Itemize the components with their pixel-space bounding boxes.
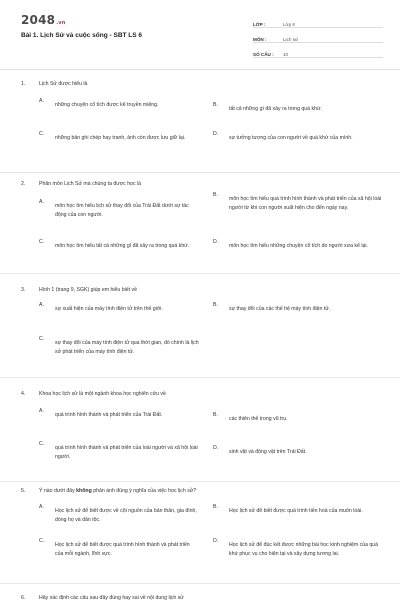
meta-value: Lớp 6 — [283, 22, 295, 27]
question-header — [0, 78, 400, 90]
option-text: quá trình hình thành và phát triển của Trái Đất. — [55, 412, 163, 418]
option-text: Học lịch sử để biết được về cội nguồn của bản thân, gia đình, dòng họ và dân tộc. — [55, 508, 197, 523]
question-1: 1. Lịch Sử được hiểu là A. những chuyện cổ tích được kể truyền miệng. B. tất cả những gì đã xảy ra trong quá khứ. C. những bản ghi chép hay tranh, ảnh còn được lưu giữ lại. D. sự tưởng tượng của con người về quá khứ của mình. — [0, 78, 400, 178]
question-3: 3. Hình 1 (trang 9, SGK) giúp em hiểu biết về A. sự xuất hiện của máy tính điện tử trên thế giới. B. sự thay đổi của các thế hệ máy tính điện tử. C. sự thay đổi của máy tính điện tử qua thời gian, đó chính là lịch sử phát triển của máy tính điện tử. — [0, 284, 400, 392]
option-text: tất cả những gì đã xảy ra trong quá khứ. — [229, 106, 322, 112]
question-separator — [0, 377, 400, 378]
question-separator — [0, 172, 400, 173]
question-header — [0, 485, 400, 497]
question-number: 3. — [21, 287, 26, 293]
question-text-part: phản ánh đúng ý nghĩa của việc học lịch sử? — [93, 488, 197, 494]
question-5: 5. Ý nào dưới đây không phản ánh đúng ý nghĩa của việc học lịch sử? A. Học lịch sử để biết được về cội nguồn của bản thân, gia đình, dòng họ và dân tộc. B. Học lịch sử để biết được quá trình tiến hoá của muôn loài. C. Học lịch sử để biết được quá trình hình thành và phát triển của mỗi ngành, lĩnh vực. D. Học lịch sử để đúc kết được những bài học kinh nghiệm của quá khứ phục vụ cho hiện tại và xây dựng tương lai. — [0, 485, 400, 585]
option-text: những bản ghi chép hay tranh, ảnh còn được lưu giữ lại. — [55, 135, 186, 141]
question-text-part: Ý nào dưới đây — [39, 488, 75, 494]
question-number: 1. — [21, 81, 26, 87]
question-header — [0, 178, 400, 190]
question-text: Khoa học lịch sử là một ngành khoa học nghiên cứu về — [39, 391, 166, 397]
header-divider — [0, 69, 400, 70]
option-text: những chuyện cổ tích được kể truyền miệng. — [55, 102, 159, 108]
site-logo[interactable] — [21, 13, 66, 27]
question-separator — [0, 273, 400, 274]
meta-row-count — [253, 43, 383, 58]
logo-suffix: .vn — [56, 20, 66, 26]
option-text: môn học tìm hiểu những chuyện cổ tích do người xưa kể lại. — [229, 243, 368, 249]
question-text: Hình 1 (trang 9, SGK) giúp em hiểu biết về — [39, 287, 138, 293]
question-header — [0, 284, 400, 296]
question-header — [0, 592, 400, 600]
question-number: 2. — [21, 181, 26, 187]
question-number: 4. — [21, 391, 26, 397]
worksheet-header — [0, 0, 400, 62]
option-text: môn học tìm hiểu tất cả những gì đã xảy ra trong quá khứ. — [55, 243, 190, 249]
option-text: Học lịch sử để biết được quá trình tiến hoá của muôn loài. — [229, 508, 363, 514]
page-title: Bài 1. Lịch Sử và cuộc sống - SBT LS 6 — [21, 32, 143, 39]
question-number: 5. — [21, 488, 26, 494]
question-emphasis: không — [76, 488, 92, 494]
option-text: sinh vật và động vật trên Trái Đất. — [229, 449, 307, 455]
question-4: 4. Khoa học lịch sử là một ngành khoa học nghiên cứu về A. quá trình hình thành và phát triển của Trái Đất. B. các thiên thể trong vũ trụ. C. quá trình hình thành và phát triển của loài người và xã hội loài người. D. sinh vật và động vật trên Trái Đất. — [0, 388, 400, 484]
meta-key: LỚP : — [253, 22, 266, 27]
question-text: Lịch Sử được hiểu là — [39, 81, 88, 87]
question-number: 6. — [21, 595, 26, 600]
question-2: 2. Phân môn Lịch Sử mà chúng ta được học là A. môn học tìm hiểu lịch sử thay đổi của Trái Đất dưới sự tác động của con người. B. môn học tìm hiểu quá trình hình thành và phát triển của xã hội loài người từ khi con người xuất hiện cho đến ngày nay. C. môn học tìm hiểu tất cả những gì đã xảy ra trong quá khứ. D. môn học tìm hiểu những chuyện cổ tích do người xưa kể lại. — [0, 178, 400, 310]
option-text: sự xuất hiện của máy tính điện tử trên thế giới. — [55, 306, 163, 312]
question-separator — [0, 481, 400, 482]
question-text — [39, 488, 380, 494]
option-text: sự thay đổi của máy tính điện tử qua thời gian, đó chính là lịch sử phát triển của máy tính điện tử. — [55, 340, 199, 355]
question-header — [0, 388, 400, 400]
meta-row-class — [253, 13, 383, 28]
question-text: Phân môn Lịch Sử mà chúng ta được học là — [39, 181, 142, 187]
meta-value: 10 — [283, 52, 289, 57]
option-text: quá trình hình thành và phát triển của loài người và xã hội loài người. — [55, 445, 198, 460]
logo-text: 2048 — [21, 13, 56, 27]
question-text: Hãy xác định các câu sau đây đúng hay sai về nội dung lịch sử — [39, 595, 184, 600]
meta-key: MÔN : — [253, 37, 267, 42]
question-6 — [0, 592, 400, 600]
meta-value: Lịch sử — [283, 37, 299, 42]
option-text: các thiên thể trong vũ trụ. — [229, 416, 288, 422]
meta-key: SỐ CÂU : — [253, 52, 274, 57]
question-separator — [0, 583, 400, 584]
option-text: sự thay đổi của các thế hệ máy tính điện tử. — [229, 306, 331, 312]
option-text: Học lịch sử để đúc kết được những bài học kinh nghiệm của quá khứ phục vụ cho hiện tại và xây dựng tương lai. — [229, 542, 379, 557]
option-text: môn học tìm hiểu lịch sử thay đổi của Trái Đất dưới sự tác động của con người. — [55, 203, 189, 218]
option-text: Học lịch sử để biết được quá trình hình thành và phát triển của mỗi ngành, lĩnh vực. — [55, 542, 190, 557]
meta-row-subject — [253, 28, 383, 43]
option-text: môn học tìm hiểu quá trình hình thành và phát triển của xã hội loài người từ khi con người xuất hiện cho đến ngày nay. — [229, 196, 382, 211]
question-list — [0, 78, 400, 600]
meta-table — [253, 13, 383, 58]
option-text: sự tưởng tượng của con người về quá khứ của mình. — [229, 135, 353, 141]
